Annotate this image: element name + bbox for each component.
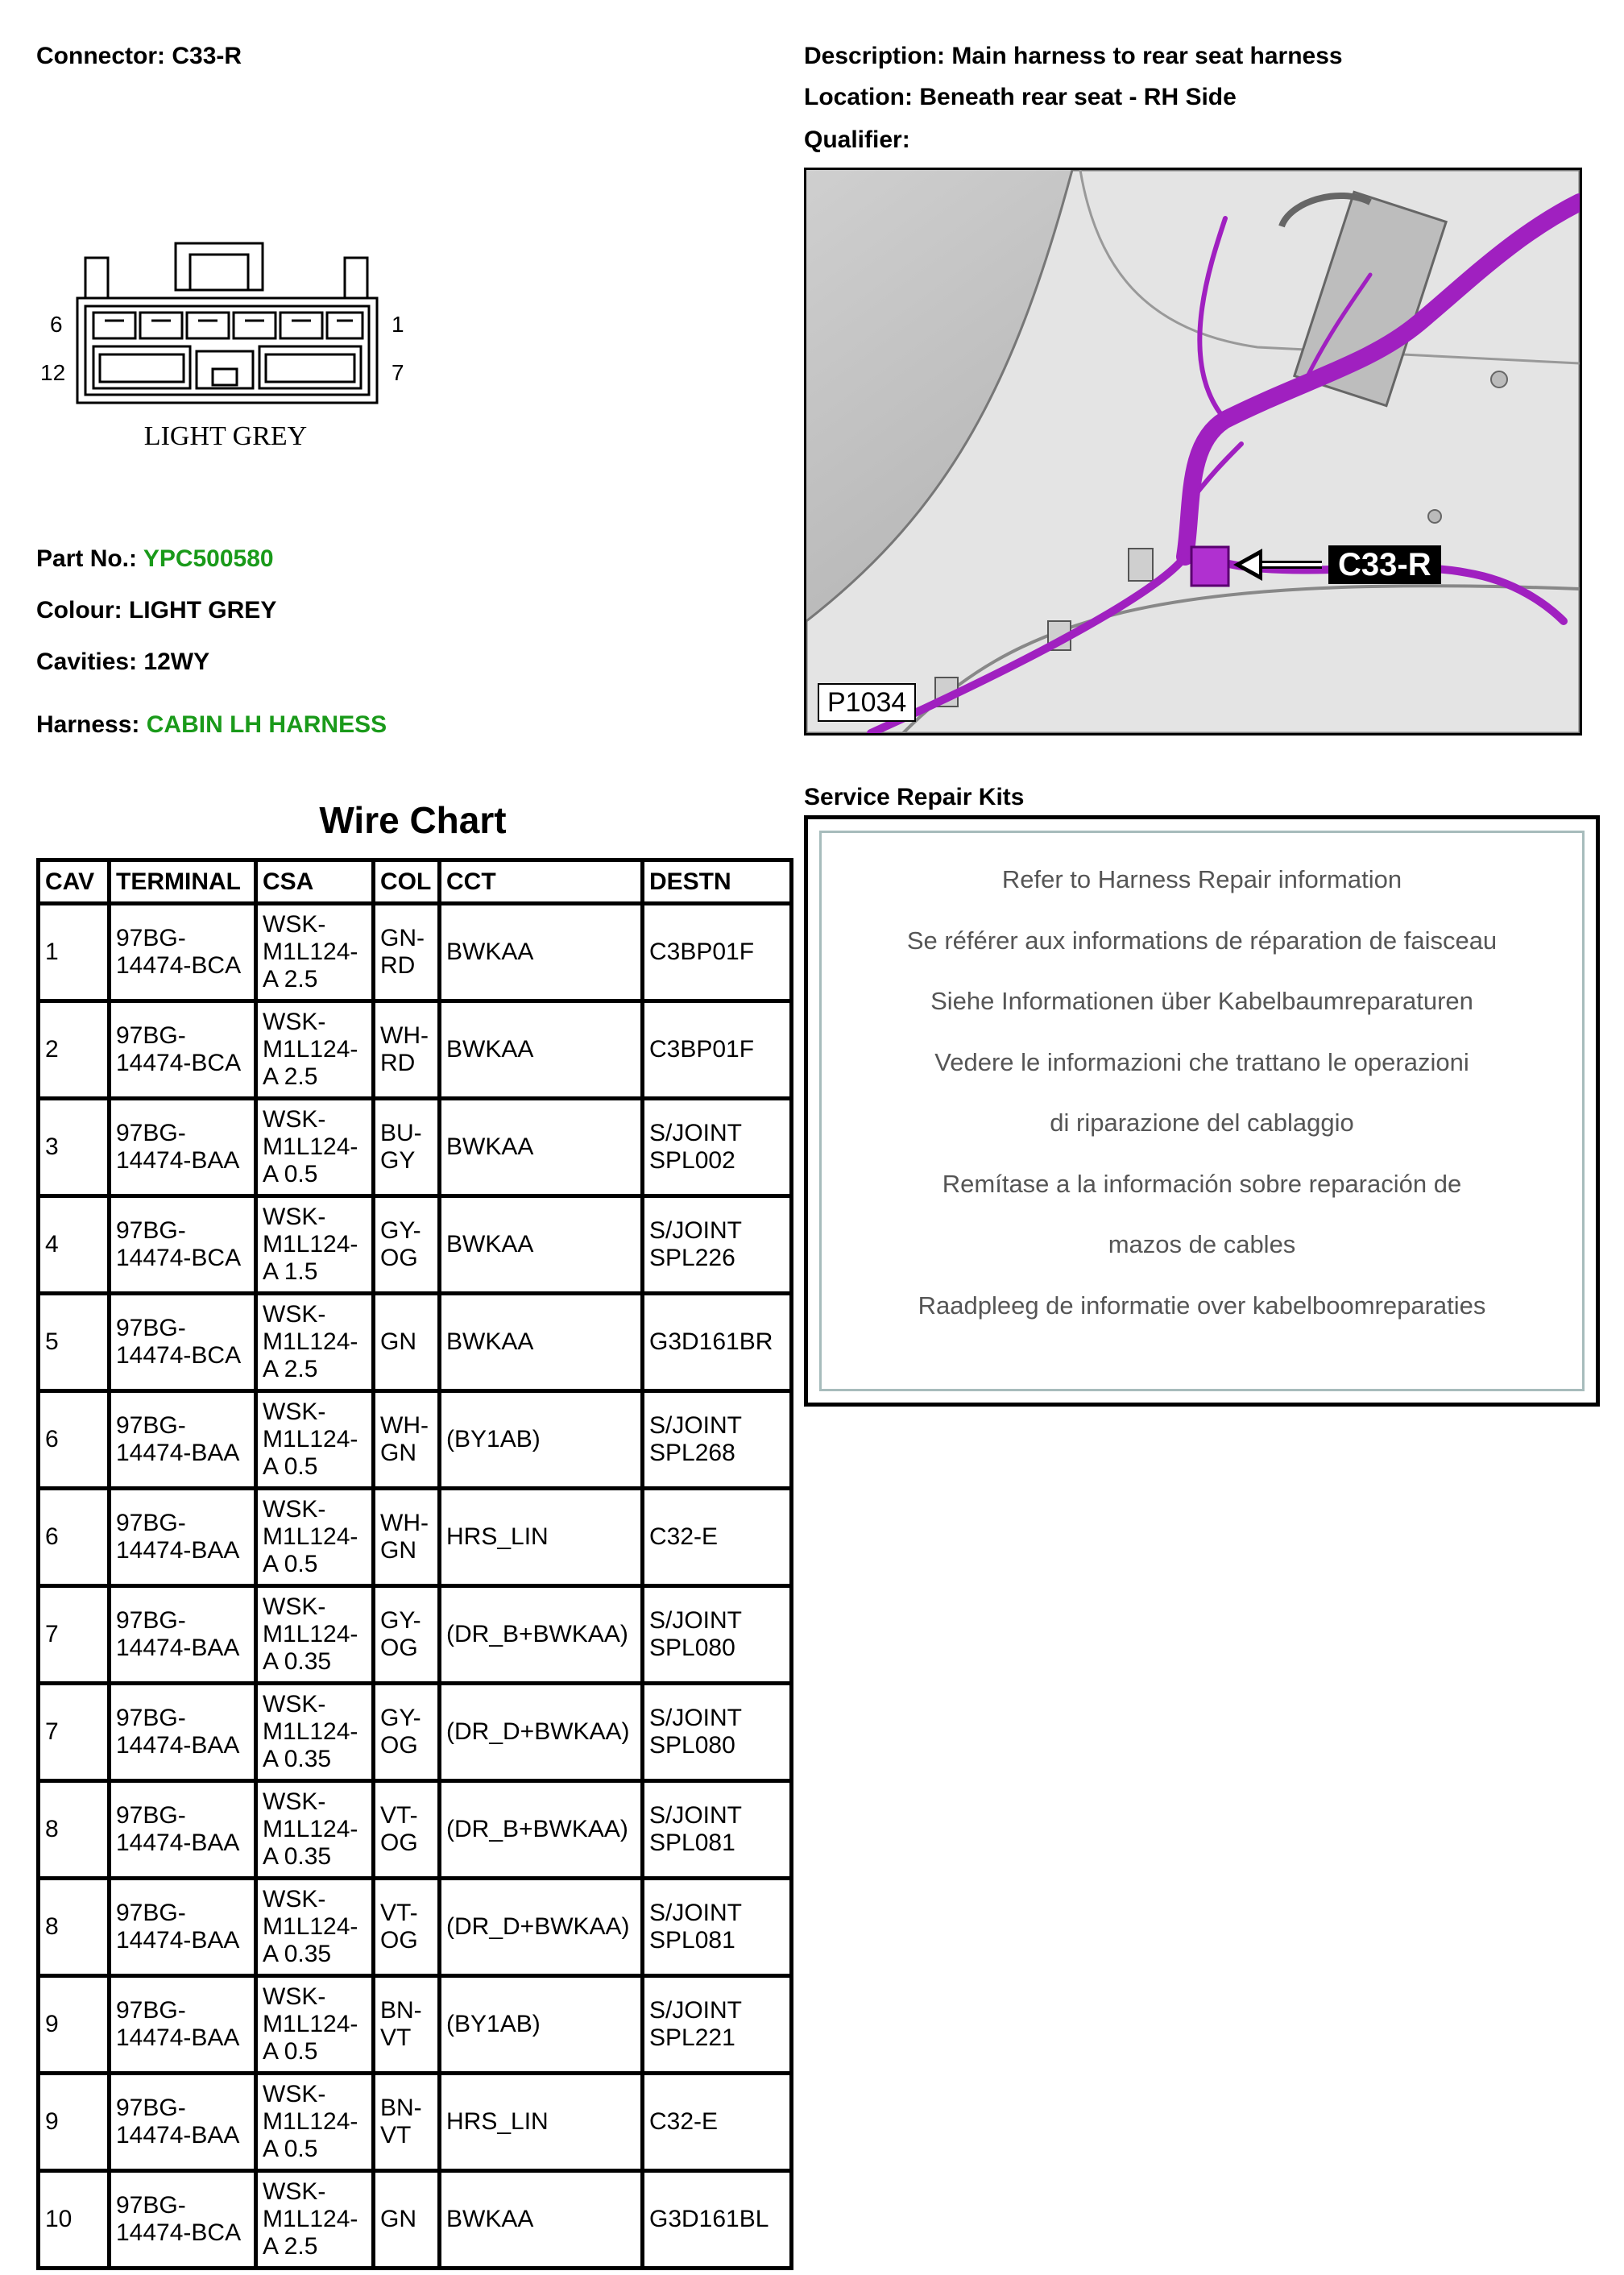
cell-csa: WSK- M1L124- A 2.5	[256, 1001, 374, 1099]
cell-terminal: 97BG- 14474-BAA	[110, 1391, 256, 1489]
cell-terminal: 97BG- 14474-BAA	[110, 1781, 256, 1879]
cell-destn: S/JOINT SPL268	[643, 1391, 792, 1489]
table-row	[39, 1294, 792, 1391]
cell-col: GY- OG	[374, 1586, 440, 1684]
cell-col: WH- GN	[374, 1391, 440, 1489]
wire-chart-header-row	[39, 860, 792, 904]
colour-line	[36, 596, 276, 625]
cell-terminal: 97BG- 14474-BCA	[110, 1196, 256, 1294]
qualifier-label: Qualifier:	[804, 126, 910, 153]
column-header-col: COL	[374, 860, 440, 904]
cell-terminal: 97BG- 14474-BCA	[110, 2171, 256, 2269]
column-header-terminal: TERMINAL	[110, 860, 256, 904]
cell-cav: 10	[39, 2171, 110, 2269]
cell-cav: 6	[39, 1391, 110, 1489]
cell-destn: C32-E	[643, 2074, 792, 2171]
cell-cct: BWKAA	[440, 1001, 643, 1099]
cell-cct: (DR_B+BWKAA)	[440, 1781, 643, 1879]
cell-cct: (BY1AB)	[440, 1391, 643, 1489]
photo-callout-label: C33-R	[1328, 545, 1441, 584]
service-kit-line: Remítase a la información sobre reparación de	[942, 1169, 1462, 1198]
table-row	[39, 2171, 792, 2269]
cell-cct: HRS_LIN	[440, 2074, 643, 2171]
cell-destn: S/JOINT SPL226	[643, 1196, 792, 1294]
wire-chart-title: Wire Chart	[319, 799, 507, 841]
cell-cct: HRS_LIN	[440, 1489, 643, 1586]
service-kit-line: mazos de cables	[1108, 1230, 1296, 1258]
cell-terminal: 97BG- 14474-BAA	[110, 1586, 256, 1684]
cell-cav: 3	[39, 1099, 110, 1196]
cell-col: VT- OG	[374, 1781, 440, 1879]
cell-destn: G3D161BR	[643, 1294, 792, 1391]
cell-cct: BWKAA	[440, 1294, 643, 1391]
column-header-cav: CAV	[39, 860, 110, 904]
cell-cct: (DR_D+BWKAA)	[440, 1684, 643, 1781]
service-kit-line: Raadpleeg de informatie over kabelboomreparaties	[918, 1291, 1486, 1320]
description-value: Main harness to rear seat harness	[951, 43, 1343, 69]
cell-col: GY- OG	[374, 1196, 440, 1294]
cell-col: GN- RD	[374, 904, 440, 1001]
cell-cav: 7	[39, 1684, 110, 1781]
cell-cav: 4	[39, 1196, 110, 1294]
cell-csa: WSK- M1L124- A 2.5	[256, 2171, 374, 2269]
cell-cav: 8	[39, 1781, 110, 1879]
part-no-value[interactable]: YPC500580	[143, 545, 274, 572]
description-label: Description:	[804, 43, 946, 69]
cell-destn: S/JOINT SPL080	[643, 1684, 792, 1781]
cell-cav: 7	[39, 1586, 110, 1684]
location-value: Beneath rear seat - RH Side	[919, 84, 1237, 110]
cell-terminal: 97BG- 14474-BCA	[110, 1001, 256, 1099]
service-kit-line: Siehe Informationen über Kabelbaumreparaturen	[930, 987, 1473, 1015]
cell-terminal: 97BG- 14474-BCA	[110, 904, 256, 1001]
table-row	[39, 1586, 792, 1684]
cell-csa: WSK- M1L124- A 0.35	[256, 1781, 374, 1879]
cell-csa: WSK- M1L124- A 0.35	[256, 1684, 374, 1781]
location-label: Location:	[804, 84, 913, 110]
cell-terminal: 97BG- 14474-BAA	[110, 1489, 256, 1586]
table-row	[39, 1001, 792, 1099]
pin-number-6: 6	[50, 312, 63, 337]
cell-cct: BWKAA	[440, 2171, 643, 2269]
cell-destn: S/JOINT SPL002	[643, 1099, 792, 1196]
cell-cav: 2	[39, 1001, 110, 1099]
table-row	[39, 1489, 792, 1586]
qualifier-line	[804, 126, 910, 155]
cell-destn: S/JOINT SPL081	[643, 1781, 792, 1879]
cell-destn: C3BP01F	[643, 1001, 792, 1099]
cell-destn: S/JOINT SPL221	[643, 1976, 792, 2074]
cell-terminal: 97BG- 14474-BAA	[110, 1976, 256, 2074]
cell-csa: WSK- M1L124- A 1.5	[256, 1196, 374, 1294]
service-kits-title: Service Repair Kits	[804, 784, 1025, 810]
connector-label: Connector:	[36, 43, 165, 69]
wire-chart-body	[39, 904, 792, 2269]
cavities-value: 12WY	[143, 649, 210, 675]
column-header-cct: CCT	[440, 860, 643, 904]
colour-value: LIGHT GREY	[128, 597, 277, 624]
cell-cav: 5	[39, 1294, 110, 1391]
table-row	[39, 2074, 792, 2171]
column-header-csa: CSA	[256, 860, 374, 904]
cell-terminal: 97BG- 14474-BAA	[110, 1684, 256, 1781]
cell-cct: (DR_D+BWKAA)	[440, 1879, 643, 1976]
cell-cav: 8	[39, 1879, 110, 1976]
cell-cct: BWKAA	[440, 1196, 643, 1294]
pin-number-1: 1	[392, 312, 404, 337]
cell-cav: 6	[39, 1489, 110, 1586]
cell-csa: WSK- M1L124- A 0.5	[256, 1489, 374, 1586]
cell-col: GN	[374, 2171, 440, 2269]
cell-col: GN	[374, 1294, 440, 1391]
harness-line	[36, 711, 387, 740]
service-kit-line: Vedere le informazioni che trattano le operazioni	[934, 1047, 1469, 1076]
cell-csa: WSK- M1L124- A 0.5	[256, 1391, 374, 1489]
table-row	[39, 1684, 792, 1781]
cell-col: VT- OG	[374, 1879, 440, 1976]
cell-terminal: 97BG- 14474-BAA	[110, 1099, 256, 1196]
cell-col: BN- VT	[374, 2074, 440, 2171]
vehicle-interior-illustration	[806, 170, 1580, 733]
description-line	[804, 42, 1343, 71]
cell-cct: BWKAA	[440, 904, 643, 1001]
table-row	[39, 1099, 792, 1196]
cell-cct: (BY1AB)	[440, 1976, 643, 2074]
cell-col: BN- VT	[374, 1976, 440, 2074]
location-line	[804, 83, 1237, 112]
cell-csa: WSK- M1L124- A 0.5	[256, 1099, 374, 1196]
cell-cav: 9	[39, 2074, 110, 2171]
service-kits-inner-frame	[819, 831, 1585, 1391]
cell-col: WH- RD	[374, 1001, 440, 1099]
connector-line	[36, 42, 242, 71]
connector-value: C33-R	[172, 43, 242, 69]
cell-terminal: 97BG- 14474-BCA	[110, 1294, 256, 1391]
harness-label: Harness:	[36, 711, 140, 738]
cell-destn: C32-E	[643, 1489, 792, 1586]
pin-number-12: 12	[40, 360, 66, 385]
table-row	[39, 1879, 792, 1976]
cell-destn: C3BP01F	[643, 904, 792, 1001]
cell-csa: WSK- M1L124- A 0.35	[256, 1586, 374, 1684]
photo-reference-code: P1034	[818, 683, 916, 722]
cell-csa: WSK- M1L124- A 0.35	[256, 1879, 374, 1976]
cell-csa: WSK- M1L124- A 2.5	[256, 904, 374, 1001]
cell-csa: WSK- M1L124- A 2.5	[256, 1294, 374, 1391]
table-row	[39, 1196, 792, 1294]
part-no-label: Part No.:	[36, 545, 138, 572]
table-row	[39, 1976, 792, 2074]
connector-colour-caption: LIGHT GREY	[143, 421, 308, 451]
cell-terminal: 97BG- 14474-BAA	[110, 1879, 256, 1976]
column-header-destn: DESTN	[643, 860, 792, 904]
cell-cct: BWKAA	[440, 1099, 643, 1196]
wire-chart-table	[36, 858, 793, 2270]
cell-cav: 9	[39, 1976, 110, 2074]
part-no-line	[36, 545, 274, 574]
pin-number-7: 7	[392, 360, 404, 385]
table-row	[39, 1391, 792, 1489]
cell-terminal: 97BG- 14474-BAA	[110, 2074, 256, 2171]
cavities-line	[36, 648, 209, 677]
connector-face-diagram	[32, 234, 419, 467]
service-kits-box	[804, 815, 1600, 1407]
table-row	[39, 1781, 792, 1879]
colour-label: Colour:	[36, 597, 122, 624]
service-kit-line: Se référer aux informations de réparation de faisceau	[906, 926, 1498, 955]
table-row	[39, 904, 792, 1001]
cell-csa: WSK- M1L124- A 0.5	[256, 2074, 374, 2171]
service-kit-line: di riparazione del cablaggio	[1050, 1108, 1354, 1137]
cavities-label: Cavities:	[36, 649, 138, 675]
cell-col: GY- OG	[374, 1684, 440, 1781]
connector-location-photo	[804, 168, 1582, 736]
cell-cct: (DR_B+BWKAA)	[440, 1586, 643, 1684]
cell-csa: WSK- M1L124- A 0.5	[256, 1976, 374, 2074]
cell-col: WH- GN	[374, 1489, 440, 1586]
cell-destn: S/JOINT SPL080	[643, 1586, 792, 1684]
harness-value[interactable]: CABIN LH HARNESS	[146, 711, 387, 738]
cell-col: BU- GY	[374, 1099, 440, 1196]
cell-cav: 1	[39, 904, 110, 1001]
cell-destn: G3D161BL	[643, 2171, 792, 2269]
cell-destn: S/JOINT SPL081	[643, 1879, 792, 1976]
service-kit-line: Refer to Harness Repair information	[1001, 865, 1402, 893]
